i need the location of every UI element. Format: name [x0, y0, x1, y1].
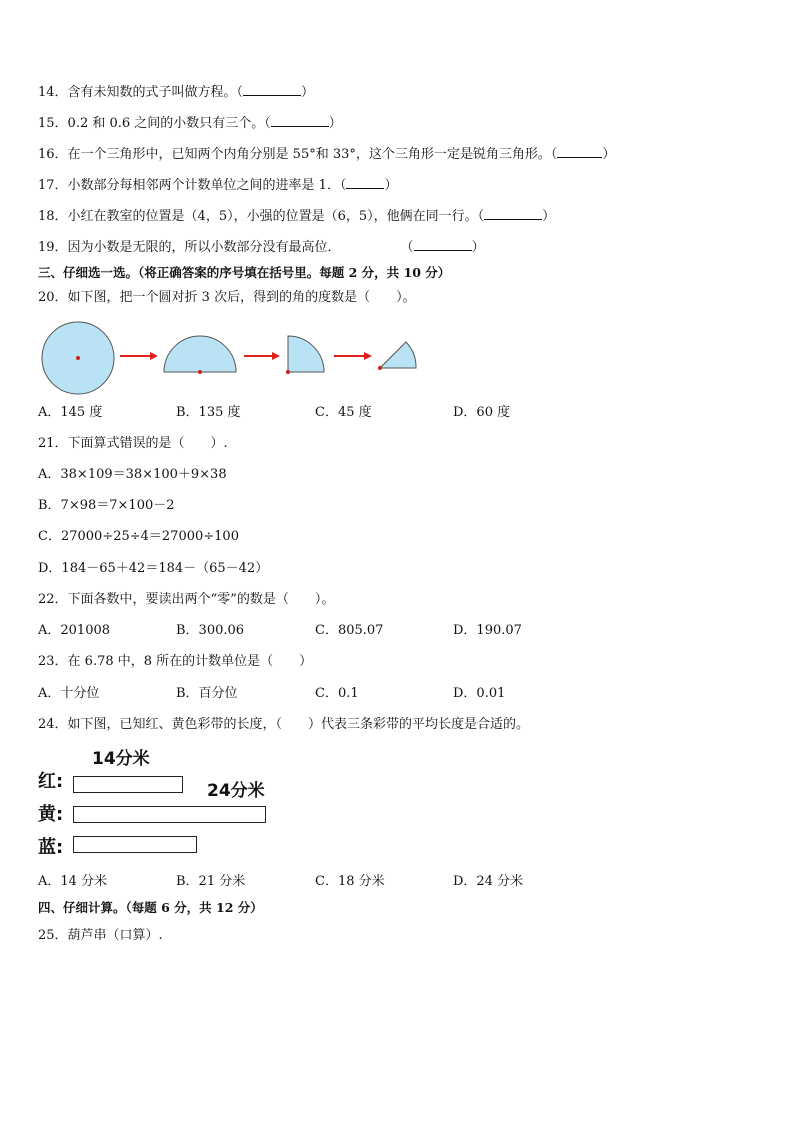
eighth-circle: [380, 342, 416, 368]
question-16: 16．在一个三角形中，已知两个内角分别是 55°和 33°，这个三角形一定是锐角三角形。（ ）: [38, 147, 616, 162]
q22-option-b[interactable]: B．300.06: [176, 623, 245, 638]
blue-ribbon-label: 蓝:: [38, 837, 64, 858]
question-25-text: 25．葫芦串（口算）.: [38, 928, 163, 943]
q21-option-c[interactable]: C．27000÷25÷4＝27000÷100: [38, 529, 239, 544]
q20-option-b[interactable]: B．135 度: [176, 405, 241, 420]
q23-option-a[interactable]: A．十分位: [38, 686, 100, 701]
arrow-2: [244, 352, 280, 360]
answer-blank-19[interactable]: [414, 238, 472, 251]
answer-blank-14[interactable]: [243, 83, 301, 96]
quarter-circle-center-dot: [286, 370, 290, 374]
yellow-ribbon-label: 黄:: [38, 804, 64, 825]
yellow-ribbon-bar: [73, 806, 266, 823]
q23-option-c[interactable]: C．0.1: [315, 686, 359, 701]
question-18: 18．小红在教室的位置是（4，5），小强的位置是（6，5），他俩在同一行。（ ）: [38, 209, 556, 224]
question-19-text: 19．因为小数是无限的，所以小数部分没有最高位．: [38, 240, 341, 255]
q21-option-d[interactable]: D．184－65＋42＝184－（65－42）: [38, 561, 269, 576]
q24-option-b[interactable]: B．21 分米: [176, 874, 246, 889]
q23-option-d[interactable]: D．0.01: [453, 686, 506, 701]
red-ribbon-length: 14分米: [92, 749, 150, 769]
answer-blank-16[interactable]: [557, 145, 602, 158]
circle-folding-diagram: [38, 320, 428, 400]
q20-option-c[interactable]: C．45 度: [315, 405, 372, 420]
question-16-text: 16．在一个三角形中，已知两个内角分别是 55°和 33°，这个三角形一定是锐角三角形。（: [38, 147, 558, 162]
semicircle: [164, 336, 236, 372]
yellow-ribbon-length: 24分米: [207, 781, 265, 801]
answer-blank-17[interactable]: [346, 176, 384, 189]
question-15: 15．0.2 和 0.6 之间的小数只有三个。（ ）: [38, 116, 342, 131]
question-15-text: 15．0.2 和 0.6 之间的小数只有三个。（: [38, 116, 271, 131]
arrow-3: [334, 352, 372, 360]
question-17-text: 17．小数部分每相邻两个计数单位之间的进率是 1．（: [38, 178, 347, 193]
semicircle-center-dot: [198, 370, 202, 374]
q21-option-a[interactable]: A．38×109＝38×100＋9×38: [38, 467, 227, 482]
q22-option-a[interactable]: A．201008: [38, 623, 111, 638]
blue-ribbon-bar: [73, 836, 197, 853]
question-24-text: 24．如下图，已知红、黄色彩带的长度，（ ）代表三条彩带的平均长度是合适的。: [38, 717, 530, 732]
circle-center-dot: [76, 356, 80, 360]
question-20-text: 20．如下图，把一个圆对折 3 次后，得到的角的度数是（ ）。: [38, 290, 416, 305]
question-23-text: 23．在 6.78 中，8 所在的计数单位是（ ）: [38, 654, 313, 669]
question-14: 14．含有未知数的式子叫做方程。（ ）: [38, 85, 315, 100]
q20-option-d[interactable]: D．60 度: [453, 405, 511, 420]
eighth-circle-center-dot: [378, 366, 382, 370]
question-17: 17．小数部分每相邻两个计数单位之间的进率是 1．（ ）: [38, 178, 398, 193]
q22-option-c[interactable]: C．805.07: [315, 623, 384, 638]
question-21-text: 21．下面算式错误的是（ ）.: [38, 436, 228, 451]
q23-option-b[interactable]: B．百分位: [176, 686, 238, 701]
q22-option-d[interactable]: D．190.07: [453, 623, 522, 638]
q20-option-a[interactable]: A．145 度: [38, 405, 103, 420]
answer-blank-18[interactable]: [484, 207, 542, 220]
arrow-1: [120, 352, 158, 360]
section-4-heading: 四、仔细计算。（每题 6 分，共 12 分）: [38, 900, 263, 915]
question-19: 19．因为小数是无限的，所以小数部分没有最高位． （ ）: [38, 240, 485, 255]
red-ribbon-bar: [73, 776, 183, 793]
question-14-text: 14．含有未知数的式子叫做方程。（: [38, 85, 244, 100]
section-3-heading: 三、仔细选一选。（将正确答案的序号填在括号里。每题 2 分，共 10 分）: [38, 265, 451, 280]
quarter-circle: [288, 336, 324, 372]
q24-option-d[interactable]: D．24 分米: [453, 874, 524, 889]
q24-option-c[interactable]: C．18 分米: [315, 874, 385, 889]
red-ribbon-label: 红:: [38, 771, 64, 792]
answer-blank-15[interactable]: [271, 114, 329, 127]
q21-option-b[interactable]: B．7×98＝7×100－2: [38, 498, 175, 513]
q24-option-a[interactable]: A．14 分米: [38, 874, 108, 889]
question-18-text: 18．小红在教室的位置是（4，5），小强的位置是（6，5），他俩在同一行。（: [38, 209, 485, 224]
question-22-text: 22．下面各数中，要读出两个“零”的数是（ ）。: [38, 592, 335, 607]
